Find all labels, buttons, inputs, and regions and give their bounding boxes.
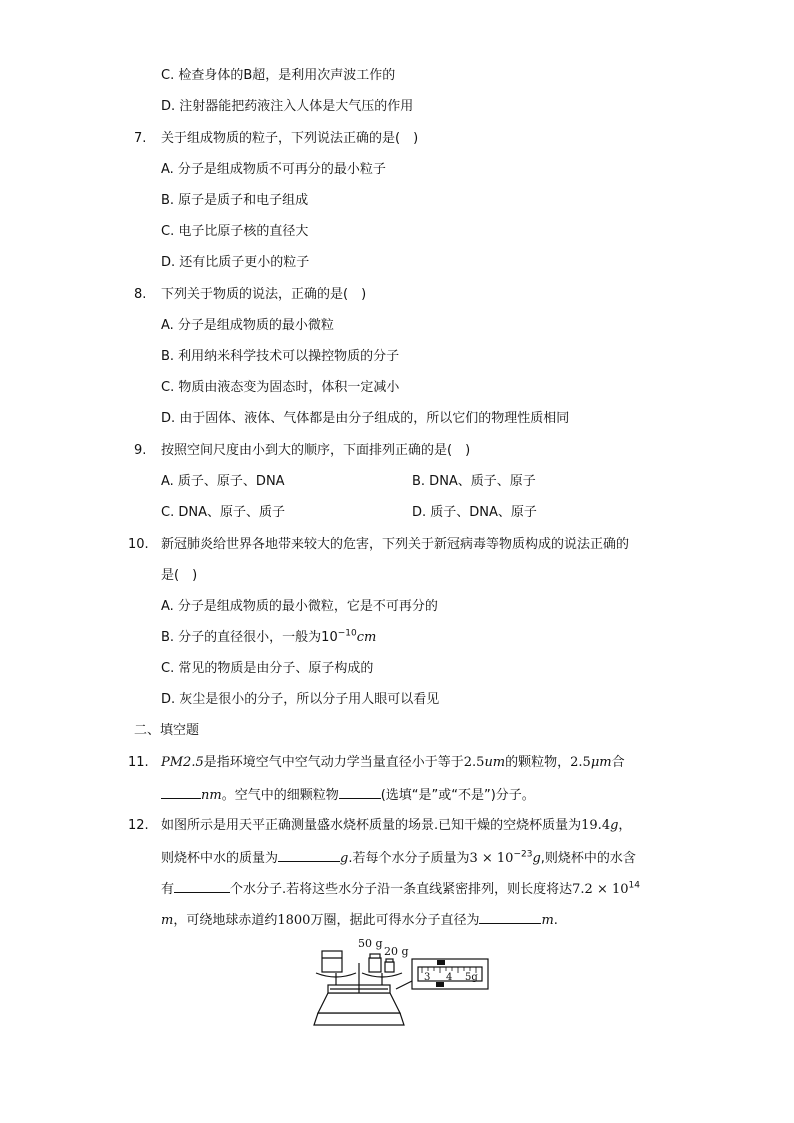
- q11-number: 11.: [128, 755, 149, 770]
- q7-option-d: D. 还有比质子更小的粒子: [161, 255, 310, 270]
- q11-value: 2.5: [570, 755, 591, 770]
- q12-number: 12.: [128, 818, 149, 833]
- scale-label-3: 3: [424, 972, 431, 983]
- weight-50g-label: 50 g: [358, 937, 383, 950]
- q12-line2: [161, 848, 636, 868]
- section-heading: 二、填空题: [134, 723, 200, 738]
- rider-marker: [437, 960, 445, 965]
- weight-50g: [369, 958, 381, 972]
- q11-text: 的颗粒物，: [505, 755, 571, 770]
- q7-option-b: B. 原子是质子和电子组成: [161, 193, 309, 208]
- q12-text: ，可绕地球赤道约: [173, 913, 278, 928]
- q11-text: 。空气中的细颗粒物: [221, 788, 339, 803]
- balance-base: [314, 1013, 404, 1025]
- weight-20g-knob: [386, 959, 393, 962]
- q12-unit: g: [610, 818, 619, 833]
- q11-text: 是指环境空气中空气动力学当量直径小于等于: [203, 755, 464, 770]
- beaker: [322, 951, 342, 972]
- q10-option-d: D. 灰尘是很小的分子，所以分子用人眼可以看见: [161, 692, 440, 707]
- q12-line3: [161, 879, 640, 899]
- q12-line4: [161, 910, 558, 930]
- q10-stem-line1: 新冠肺炎给世界各地带来较大的危害，下列关于新冠病毒等物质构成的说法正确的: [161, 537, 630, 552]
- q10-option-c: C. 常见的物质是由分子、原子构成的: [161, 661, 374, 676]
- q9-stem: 按照空间尺度由小到大的顺序，下面排列正确的是( ): [161, 443, 471, 458]
- q11-answer-blank-2[interactable]: [339, 785, 381, 799]
- q12-text: 万圈，据此可得水分子直径为: [310, 913, 480, 928]
- q6-option-d: D. 注射器能把药液注入人体是大气压的作用: [161, 99, 414, 114]
- q12-exponent: −23: [513, 849, 533, 860]
- q8-option-d: D. 由于固体、液体、气体都是由分子组成的，所以它们的物理性质相同: [161, 411, 570, 426]
- q8-option-a: A. 分子是组成物质的最小微粒: [161, 318, 334, 333]
- balance-body: [318, 993, 400, 1013]
- q7-option-c: C. 电子比原子核的直径大: [161, 224, 309, 239]
- q9-option-a: A. 质子、原子、DNA: [161, 474, 285, 489]
- q12-text: .: [553, 913, 558, 928]
- q11-line1: [161, 754, 625, 772]
- q11-unit: um: [484, 755, 506, 770]
- q8-option-c: C. 物质由液态变为固态时，体积一定减小: [161, 380, 400, 395]
- q9-number: 9.: [134, 443, 147, 458]
- q12-value: 3 × 10: [469, 851, 514, 866]
- q11-value: 2.5: [463, 755, 485, 770]
- q11-text: 合: [611, 755, 625, 770]
- q11-unit: nm: [201, 788, 222, 803]
- q12-text: 有: [161, 882, 175, 897]
- q10-number: 10.: [128, 537, 149, 552]
- scale-label-4: 4: [446, 972, 453, 983]
- q11-unit: μm: [590, 755, 612, 770]
- q8-number: 8.: [134, 287, 147, 302]
- q12-value: 1800: [277, 913, 311, 928]
- scale-label-5g: 5g: [465, 972, 478, 983]
- q12-exponent: 14: [628, 880, 640, 891]
- q12-value: 7.2 × 10: [572, 882, 629, 897]
- q12-text: .若每个水分子质量为: [348, 851, 470, 866]
- q11-pm-label: PM2.5: [161, 755, 204, 770]
- weight-20g-label: 20 g: [384, 945, 409, 958]
- q12-text: 则烧杯中水的质量为: [161, 851, 279, 866]
- q12-text: 个水分子.若将这些水分子沿一条直线紧密排列，则长度将达: [230, 882, 573, 897]
- rider-base: [436, 982, 444, 987]
- q12-text: 如图所示是用天平正确测量盛水烧杯质量的场景.已知干燥的空烧杯质量为: [161, 818, 582, 833]
- q9-option-c: C. DNA、原子、质子: [161, 505, 285, 520]
- q9-option-b: B. DNA、质子、原子: [412, 474, 536, 489]
- q12-answer-blank-2[interactable]: [174, 879, 230, 893]
- weight-50g-knob: [370, 954, 380, 958]
- q12-answer-blank-1[interactable]: [278, 848, 340, 862]
- q12-answer-blank-3[interactable]: [479, 910, 541, 924]
- q12-unit: m: [161, 913, 174, 928]
- q10-option-b-unit: cm: [356, 630, 377, 645]
- q11-line2: [161, 785, 535, 805]
- q10-option-b-exponent: −10: [337, 628, 357, 639]
- q12-unit: m: [541, 913, 554, 928]
- q10-option-a: A. 分子是组成物质的最小微粒，它是不可再分的: [161, 599, 438, 614]
- q8-stem: 下列关于物质的说法，正确的是( ): [161, 287, 367, 302]
- q10-option-b-text: B. 分子的直径很小，一般为10: [161, 630, 338, 645]
- zoom-line: [396, 981, 412, 989]
- balance-scale-figure: [300, 933, 500, 1028]
- q12-unit: g: [340, 851, 349, 866]
- q7-option-a: A. 分子是组成物质不可再分的最小粒子: [161, 162, 386, 177]
- q12-text: ，: [618, 818, 632, 833]
- weight-20g: [385, 962, 394, 972]
- q12-unit: g: [532, 851, 541, 866]
- q10-stem-line2: 是( ): [161, 568, 198, 583]
- q12-value: 19.4: [581, 818, 611, 833]
- q7-stem: 关于组成物质的粒子，下列说法正确的是( ): [161, 131, 419, 146]
- q10-option-b: [161, 629, 376, 647]
- q6-option-c: C. 检查身体的B超，是利用次声波工作的: [161, 68, 396, 83]
- q11-text: (选填“是”或“不是”)分子。: [380, 788, 535, 803]
- q12-line1: [161, 817, 631, 835]
- q9-option-d: D. 质子、DNA、原子: [412, 505, 537, 520]
- q7-number: 7.: [134, 131, 147, 146]
- q11-answer-blank-1[interactable]: [161, 785, 201, 799]
- q8-option-b: B. 利用纳米科学技术可以操控物质的分子: [161, 349, 400, 364]
- q12-text: ,则烧杯中的水含: [540, 851, 636, 866]
